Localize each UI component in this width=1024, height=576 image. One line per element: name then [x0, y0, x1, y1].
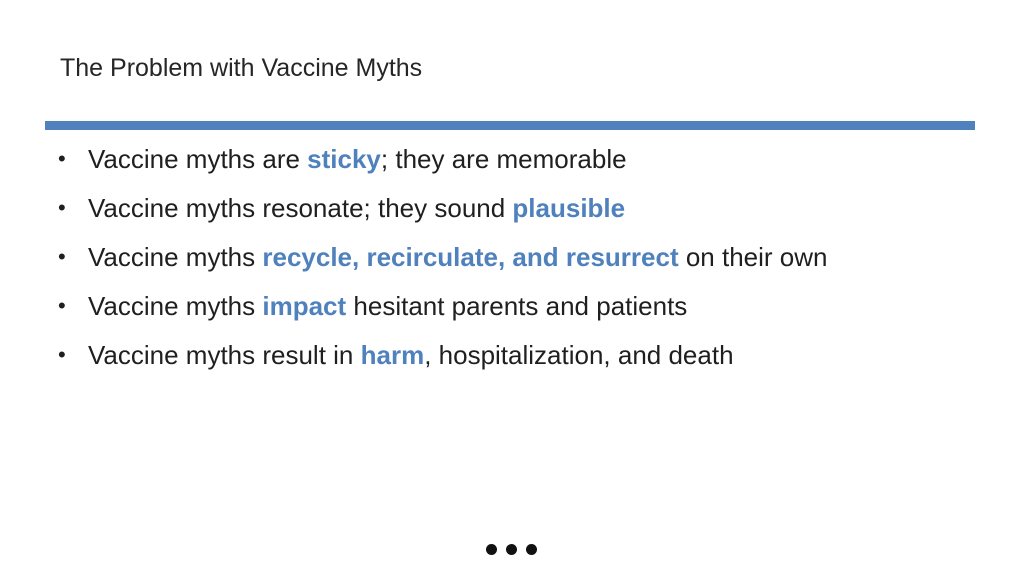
slide-title: The Problem with Vaccine Myths: [60, 54, 423, 82]
bullet-highlight: impact: [262, 291, 347, 321]
bullet-text: Vaccine myths: [88, 291, 263, 321]
bullet-text-after: , hospitalization, and death: [424, 340, 734, 370]
bullet-highlight: plausible: [512, 193, 626, 223]
bullet-item: [58, 289, 827, 338]
title-divider: [45, 121, 975, 130]
bullet-icon: •: [58, 293, 66, 318]
ellipsis-icon: [486, 544, 537, 555]
bullet-icon: •: [58, 244, 66, 269]
bullet-text: Vaccine myths result in: [88, 340, 361, 370]
ellipsis-dot: [486, 544, 497, 555]
bullet-icon: •: [58, 146, 66, 171]
bullet-item: [58, 240, 827, 289]
bullet-text-after: hesitant parents and patients: [346, 291, 688, 321]
bullet-item: [58, 191, 827, 240]
bullet-item: [58, 142, 827, 191]
bullet-text: Vaccine myths are: [88, 144, 308, 174]
ellipsis-dot: [506, 544, 517, 555]
bullet-highlight: sticky: [307, 144, 381, 174]
bullet-text-after: ; they are memorable: [380, 144, 627, 174]
bullet-text: Vaccine myths resonate; they sound: [88, 193, 513, 223]
bullet-text: Vaccine myths: [88, 242, 263, 272]
bullet-item: [58, 338, 827, 387]
bullet-highlight: recycle, recirculate, and resurrect: [262, 242, 679, 272]
bullet-icon: •: [58, 342, 66, 367]
ellipsis-dot: [526, 544, 537, 555]
bullet-highlight: harm: [360, 340, 425, 370]
bullet-text-after: on their own: [678, 242, 828, 272]
bullet-list: [58, 142, 827, 387]
bullet-icon: •: [58, 195, 66, 220]
